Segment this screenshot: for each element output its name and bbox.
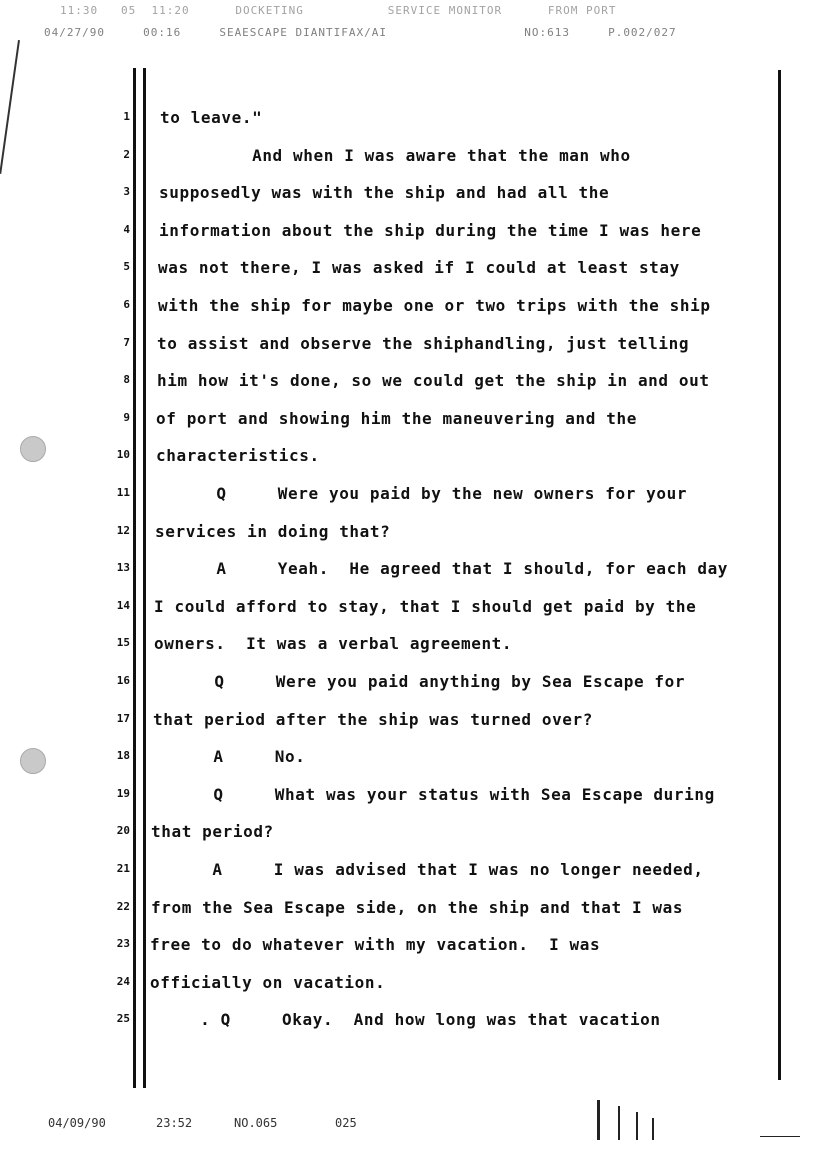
transcript-line: A No. (152, 747, 306, 766)
line-number: 21 (116, 862, 130, 875)
transcript-line: supposedly was with the ship and had all the (159, 183, 610, 202)
line-number: 19 (116, 787, 130, 800)
transcript-line: I could afford to stay, that I should get paid by the (154, 597, 697, 616)
line-number: 22 (116, 900, 130, 913)
line-number: 17 (116, 712, 130, 725)
line-number: 24 (116, 975, 130, 988)
transcript-line: from the Sea Escape side, on the ship and that I was (151, 898, 684, 917)
scan-artifact (760, 1136, 800, 1137)
transcript-line: Q Were you paid anything by Sea Escape for (153, 672, 686, 691)
line-number: 5 (123, 260, 130, 273)
footer-date: 04/09/90 (48, 1116, 106, 1130)
transcript-line: A I was advised that I was no longer needed, (151, 860, 704, 879)
scan-artifact (636, 1112, 638, 1140)
line-number: 8 (123, 373, 130, 386)
transcript-line: with the ship for maybe one or two trips with the ship (158, 296, 711, 315)
line-number: 9 (123, 411, 130, 424)
line-number: 12 (116, 524, 130, 537)
margin-rule-inner (143, 68, 146, 1088)
line-number: 1 (123, 110, 130, 123)
footer-page: 025 (335, 1116, 357, 1130)
transcript-line: Q Were you paid by the new owners for your (155, 484, 688, 503)
transcript-line: . Q Okay. And how long was that vacation (149, 1010, 661, 1029)
line-number: 14 (116, 599, 130, 612)
margin-rule-outer (133, 68, 136, 1088)
fax-header-row-2: 04/27/90 00:16 SEAESCAPE DIANTIFAX/AI NO:613 P.002/027 (44, 26, 677, 39)
transcript-line: that period after the ship was turned over? (153, 710, 594, 729)
margin-rule-right (778, 70, 781, 1080)
line-number: 15 (116, 636, 130, 649)
scan-artifact (652, 1118, 654, 1140)
line-number: 4 (123, 223, 130, 236)
transcript-line: that period? (151, 822, 274, 841)
scan-artifact (597, 1100, 600, 1140)
scan-artifact (618, 1106, 620, 1140)
transcript-line: officially on vacation. (150, 973, 386, 992)
transcript-line: was not there, I was asked if I could at least stay (158, 258, 680, 277)
line-number: 20 (116, 824, 130, 837)
punch-hole (20, 748, 46, 774)
line-number: 11 (116, 486, 130, 499)
punch-hole (20, 436, 46, 462)
footer-time: 23:52 (156, 1116, 193, 1130)
fax-header (40, 0, 820, 50)
page-edge-mark (0, 40, 20, 174)
transcript-line: to leave." (160, 108, 263, 127)
line-number: 18 (116, 749, 130, 762)
transcript-line: to assist and observe the shiphandling, just telling (157, 334, 690, 353)
transcript-line: information about the ship during the time I was here (159, 221, 702, 240)
line-number: 6 (123, 298, 130, 311)
transcript-line: of port and showing him the maneuvering and the (156, 409, 637, 428)
line-number: 3 (123, 185, 130, 198)
line-number: 16 (116, 674, 130, 687)
transcript-line: characteristics. (156, 446, 320, 465)
line-number: 23 (116, 937, 130, 950)
fax-header-row-1: 11:30 05 11:20 DOCKETING SERVICE MONITOR FROM PORT (60, 4, 663, 17)
line-number: 13 (116, 561, 130, 574)
footer-number: NO.065 (234, 1116, 278, 1130)
transcript-line: Q What was your status with Sea Escape during (152, 785, 715, 804)
transcript-line: services in doing that? (155, 522, 391, 541)
line-number: 7 (123, 336, 130, 349)
transcript-line: A Yeah. He agreed that I should, for each day (155, 559, 729, 578)
transcript-line: free to do whatever with my vacation. I was (150, 935, 601, 954)
transcript-line: him how it's done, so we could get the ship in and out (157, 371, 710, 390)
transcript-line: owners. It was a verbal agreement. (154, 634, 513, 653)
line-number: 25 (116, 1012, 130, 1025)
transcript-line: And when I was aware that the man who (160, 146, 631, 165)
line-number: 10 (116, 448, 130, 461)
line-number: 2 (123, 148, 130, 161)
